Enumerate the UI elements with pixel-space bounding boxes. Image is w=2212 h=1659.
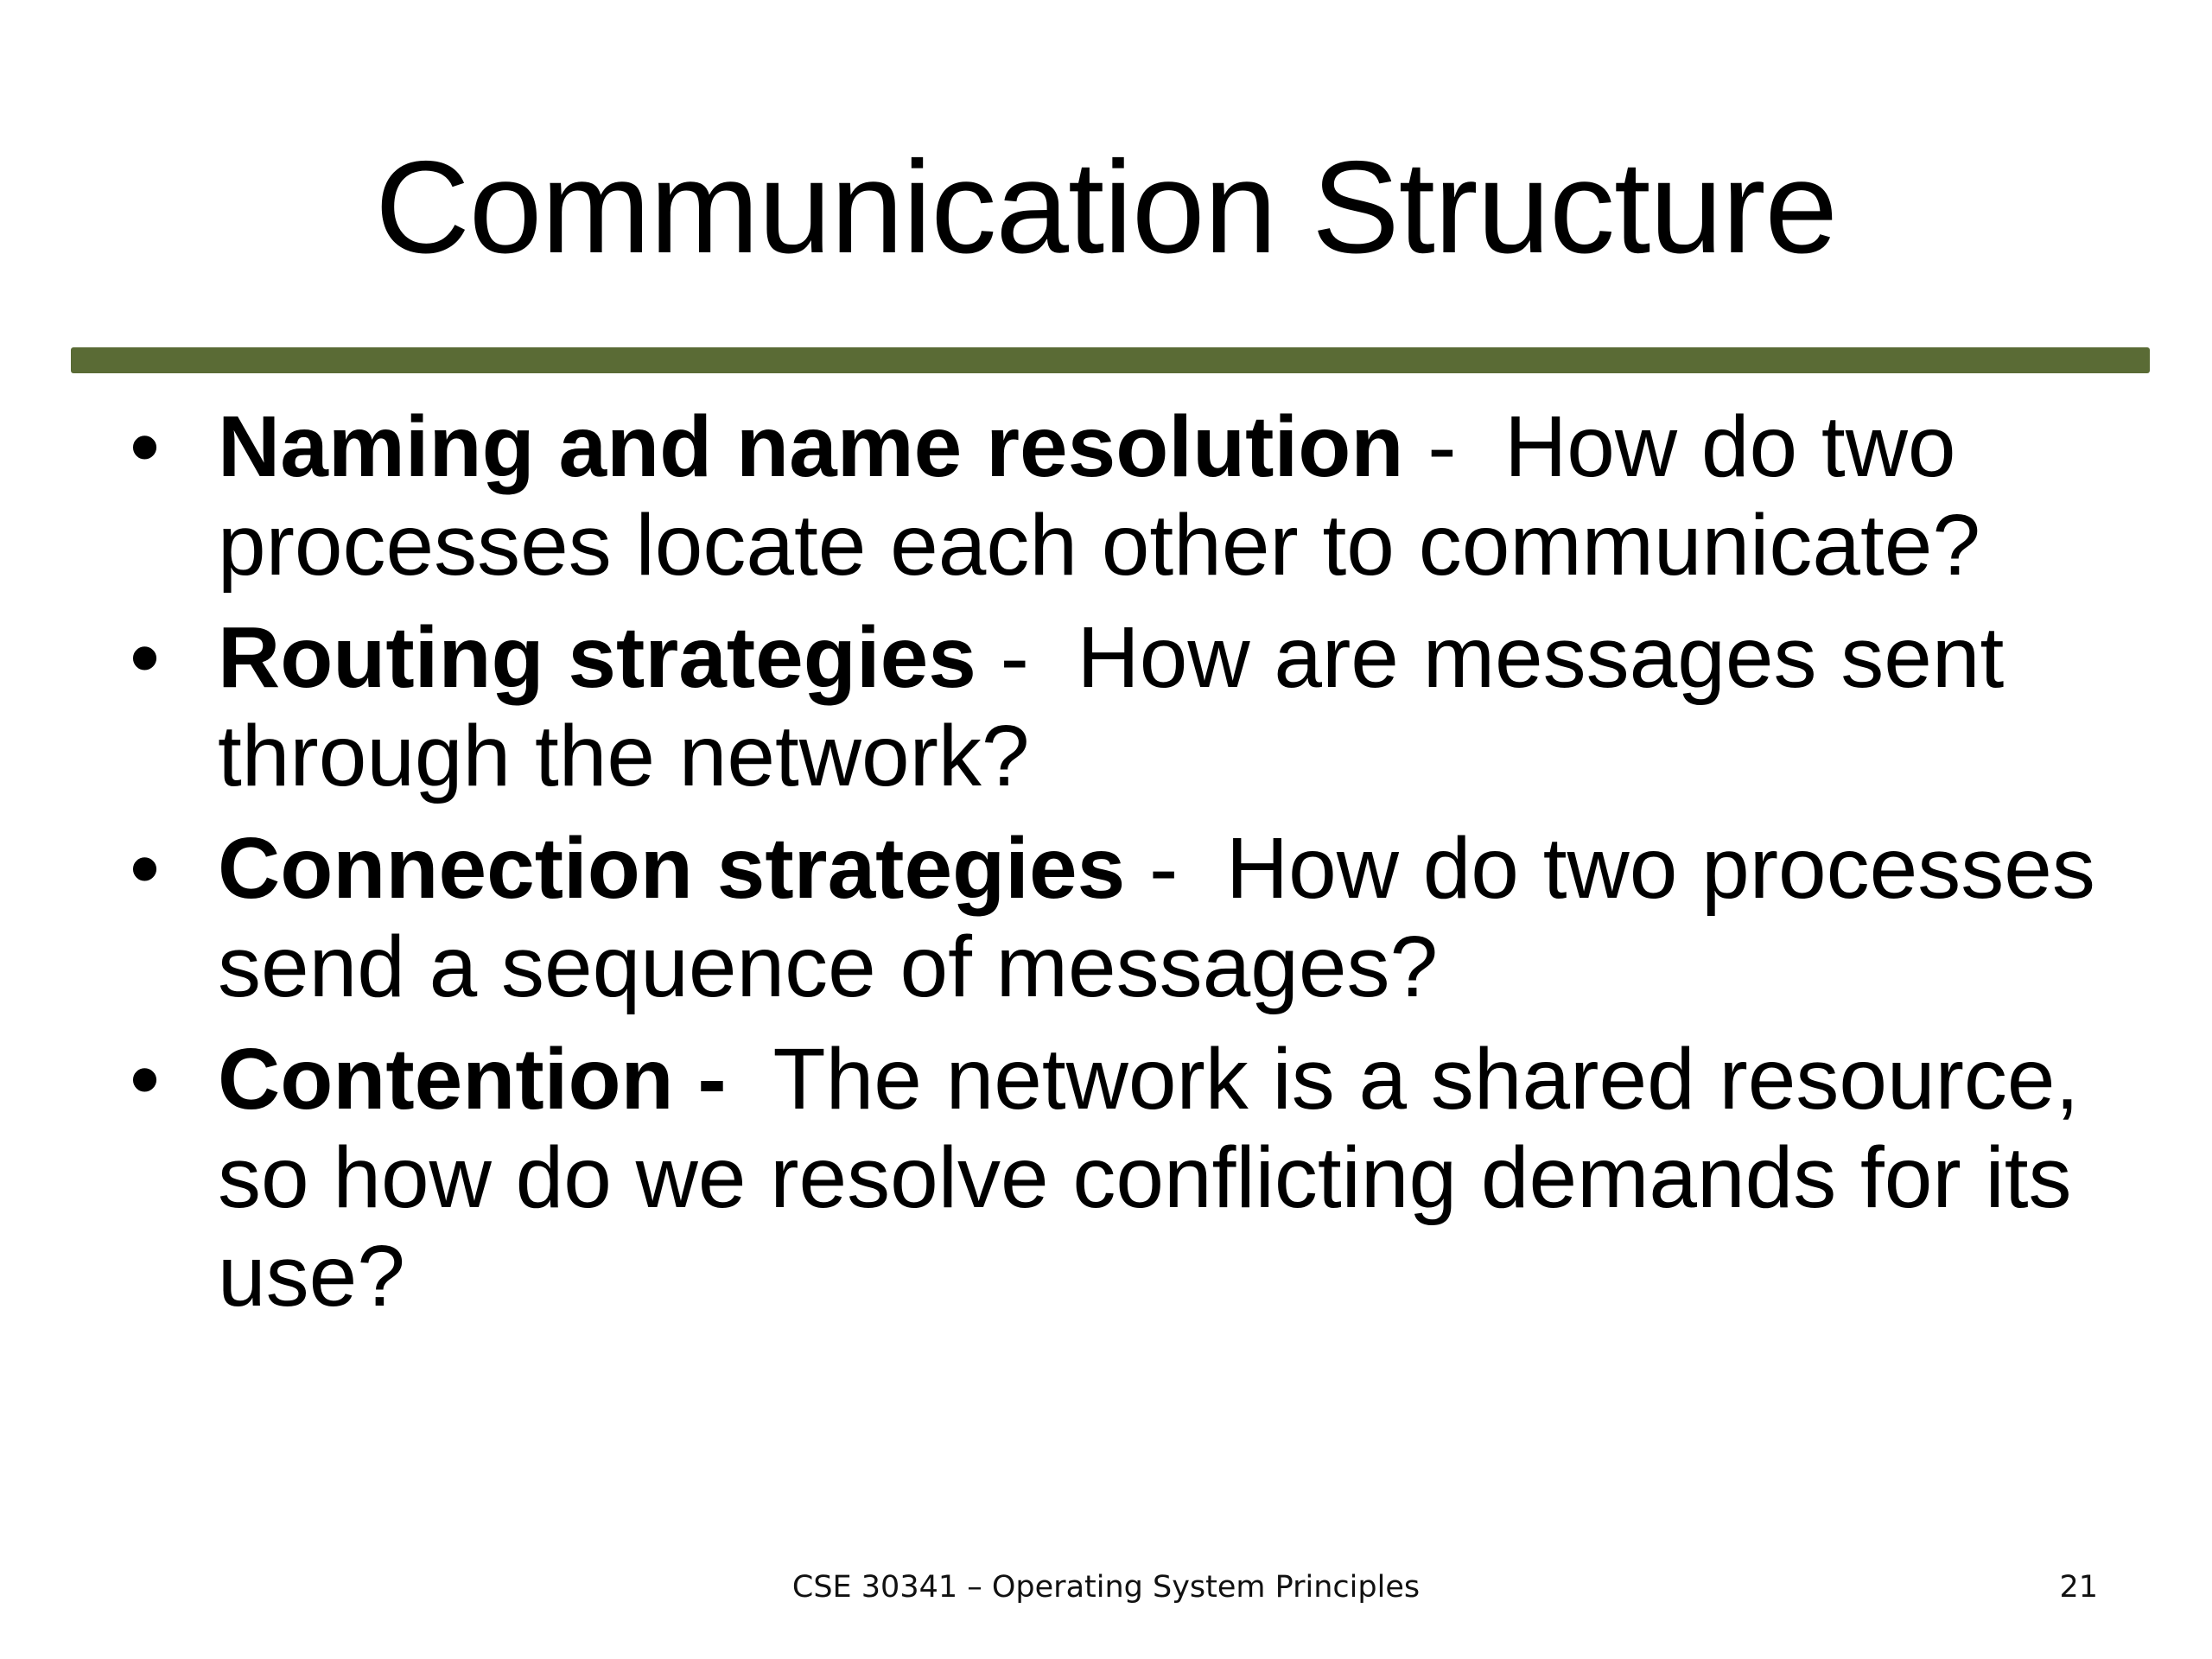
- bullet-separator: -: [1125, 820, 1226, 917]
- slide-title: Communication Structure: [375, 134, 1837, 281]
- bullet-term: Naming and name resolution: [218, 398, 1404, 495]
- bullet-text: The network is a shared resource, so how do we resolve conflicting demands for its use?: [218, 1031, 2080, 1325]
- bullet-list: [0, 397, 2212, 1339]
- bullet-item-connection: [0, 819, 2212, 1016]
- bullet-marker: •: [130, 398, 161, 495]
- bullet-item-naming: [0, 397, 2212, 594]
- bullet-marker: •: [130, 1031, 161, 1128]
- bullet-separator: -: [976, 609, 1077, 706]
- bullet-item-contention: [0, 1030, 2212, 1325]
- bullet-separator: [727, 1031, 773, 1128]
- bullet-term: Connection strategies: [218, 820, 1126, 917]
- bullet-marker: •: [130, 820, 161, 917]
- bullet-term: Routing strategies: [218, 609, 976, 706]
- bullet-text: How are messages sent through the network?: [218, 609, 2005, 804]
- page-number: 21: [2059, 1570, 2098, 1605]
- bullet-marker: •: [130, 609, 161, 706]
- bullet-text: How do two processes locate each other to communicate?: [218, 398, 1980, 594]
- bullet-item-routing: [0, 608, 2212, 805]
- bullet-separator: -: [1403, 398, 1505, 495]
- title-divider: [71, 347, 2150, 373]
- bullet-term: Contention -: [218, 1031, 727, 1128]
- bullet-text: How do two processes send a sequence of messages?: [218, 820, 2095, 1015]
- footer-course-label: CSE 30341 – Operating System Principles: [791, 1570, 1421, 1605]
